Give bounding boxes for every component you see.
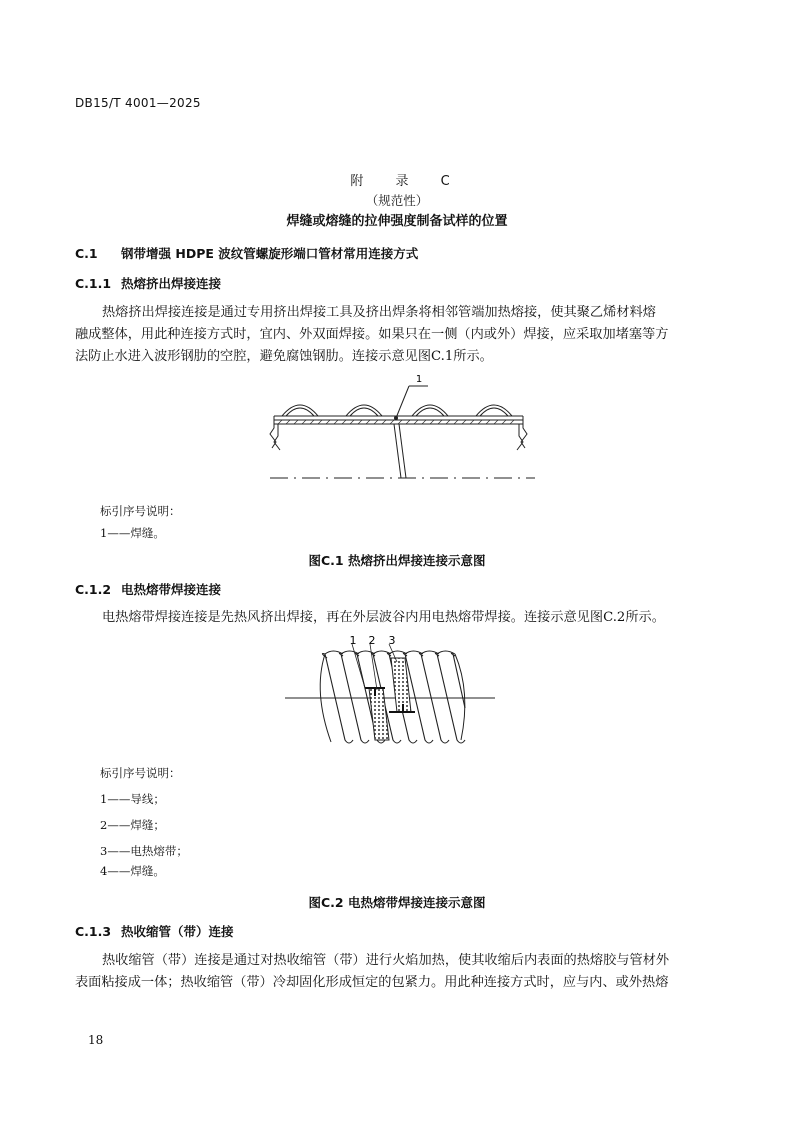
section-number: C.1.2 — [75, 582, 112, 597]
section-number: C.1.1 — [75, 276, 112, 291]
paragraph-line: 法防止水进入波形钢肋的空腔，避免腐蚀钢肋。连接示意见图C.1所示。 — [75, 349, 493, 364]
fig2-legend-item: 2——焊缝； — [100, 818, 165, 832]
paragraph-line: 电热熔带焊接连接是先热风挤出焊接，再在外层波谷内用电热熔带焊接。连接示意见图C.2所示。 — [102, 610, 665, 625]
callout-3: 3 — [388, 634, 396, 647]
fig2-legend-title: 标引序号说明： — [100, 766, 181, 780]
standard-code: DB15/T 4001—2025 — [75, 96, 201, 110]
figure-c2-caption: 图C.2 电热熔带焊接连接示意图 — [308, 895, 486, 910]
fig2-legend-item: 4——焊缝。 — [100, 864, 165, 878]
callout-1: 1 — [349, 634, 357, 647]
figure-c1-caption: 图C.1 热熔挤出焊接连接示意图 — [308, 553, 486, 568]
paragraph-line: 热熔挤出焊接连接是通过专用挤出焊接工具及挤出焊条将相邻管端加热熔接，使其聚乙烯材料熔 — [102, 305, 656, 320]
section-number: C.1.3 — [75, 924, 112, 939]
callout-2: 2 — [368, 634, 376, 647]
section-c11-heading — [75, 274, 221, 292]
paragraph-c12 — [75, 607, 720, 629]
figure-c2-diagram — [285, 632, 495, 747]
paragraph-line: 融成整体，用此种连接方式时，宜内、外双面焊接。如果只在一侧（内或外）焊接，应采取加堵塞等方 — [75, 327, 669, 342]
annex-title: 附 录 C — [350, 174, 464, 189]
fig1-legend-title: 标引序号说明： — [100, 504, 181, 518]
paragraph-c11 — [75, 302, 720, 368]
section-title: 钢带增强 HDPE 波纹管螺旋形端口管材常用连接方式 — [121, 246, 419, 261]
page-number: 18 — [88, 1033, 104, 1047]
fig1-legend-item: 1——焊缝。 — [100, 526, 165, 540]
paragraph-c13 — [75, 950, 720, 994]
section-c12-heading — [75, 580, 221, 598]
annex-name: 焊缝或熔缝的拉伸强度制备试样的位置 — [286, 214, 508, 229]
section-title: 电热熔带焊接连接 — [121, 582, 222, 597]
section-title: 热收缩管（带）连接 — [121, 924, 234, 939]
paragraph-line: 热收缩管（带）连接是通过对热收缩管（带）进行火焰加热，使其收缩后内表面的热熔胶与管材外 — [102, 953, 670, 968]
fig2-legend-item: 1——导线； — [100, 792, 165, 806]
section-c13-heading — [75, 922, 234, 940]
fig2-legend-item: 3——电热熔带； — [100, 844, 188, 858]
section-number: C.1 — [75, 246, 98, 261]
paragraph-line: 表面粘接成一体；热收缩管（带）冷却固化形成恒定的包紧力。用此种连接方式时，应与内、或外热熔 — [75, 975, 669, 990]
section-c1-heading — [75, 244, 418, 262]
annex-type: （规范性） — [365, 193, 429, 208]
callout-1: 1 — [415, 374, 423, 385]
heating-band-lower — [369, 688, 389, 740]
section-title: 热熔挤出焊接连接 — [121, 276, 222, 291]
figure-c1-diagram — [260, 370, 545, 485]
weld-marker — [394, 416, 398, 420]
